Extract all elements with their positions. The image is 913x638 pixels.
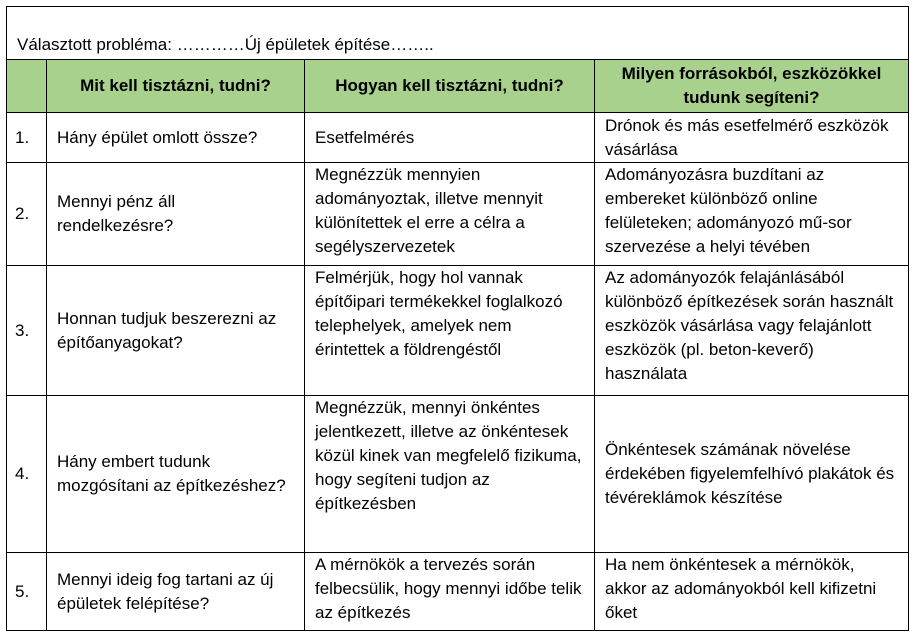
row-number: 2. <box>7 163 47 266</box>
row-number: 3. <box>7 266 47 396</box>
row-what: Hány embert tudunk mozgósítani az építkezéshez? <box>47 396 305 553</box>
table-row <box>7 553 909 631</box>
row-how: A mérnökök a tervezés során felbecsülik, hogy mennyi időbe telik az építkezés <box>305 553 595 631</box>
document <box>6 6 908 631</box>
row-number: 1. <box>7 113 47 163</box>
row-resources: Drónok és más esetfelmérő eszközök vásárlása <box>595 113 909 163</box>
table-row <box>7 113 909 163</box>
document-title: Választott probléma: …………Új épületek építése…….. <box>7 7 909 60</box>
row-what: Honnan tudjuk beszerezni az építőanyagokat? <box>47 266 305 396</box>
row-how: Megnézzük, mennyi önkéntes jelentkezett, illetve az önkéntesek közül kinek van megfelelő fizikuma, hogy segíteni tudjon az építkezésben <box>305 396 595 553</box>
row-resources: Önkéntesek számának növelése érdekében figyelemfelhívó plakátok és tévéreklámok készítése <box>595 396 909 553</box>
header-number-column <box>7 60 47 113</box>
header-how: Hogyan kell tisztázni, tudni? <box>305 60 595 113</box>
table-row <box>7 396 909 553</box>
row-resources: Ha nem önkéntesek a mérnökök, akkor az adományokból kell kifizetni őket <box>595 553 909 631</box>
row-what: Mennyi ideig fog tartani az új épületek felépítése? <box>47 553 305 631</box>
title-row <box>7 7 909 60</box>
row-what: Mennyi pénz áll rendelkezésre? <box>47 163 305 266</box>
planning-table <box>6 6 909 631</box>
row-how: Megnézzük mennyien adományoztak, illetve mennyit különítettek el erre a célra a segélyszervezetek <box>305 163 595 266</box>
row-number: 4. <box>7 396 47 553</box>
row-how: Esetfelmérés <box>305 113 595 163</box>
header-row <box>7 60 909 113</box>
header-what: Mit kell tisztázni, tudni? <box>47 60 305 113</box>
header-resources: Milyen forrásokból, eszközökkel tudunk segíteni? <box>595 60 909 113</box>
table-row <box>7 163 909 266</box>
row-resources: Az adományozók felajánlásából különböző építkezések során használt eszközök vásárlása vagy felajánlott eszközök (pl. beton-keverő) használata <box>595 266 909 396</box>
row-how: Felmérjük, hogy hol vannak építőipari termékekkel foglalkozó telephelyek, amelyek nem érintettek a földrengéstől <box>305 266 595 396</box>
table-row <box>7 266 909 396</box>
row-what: Hány épület omlott össze? <box>47 113 305 163</box>
row-number: 5. <box>7 553 47 631</box>
row-resources: Adományozásra buzdítani az embereket különböző online felületeken; adományozó mű-sor szervezése a helyi tévében <box>595 163 909 266</box>
